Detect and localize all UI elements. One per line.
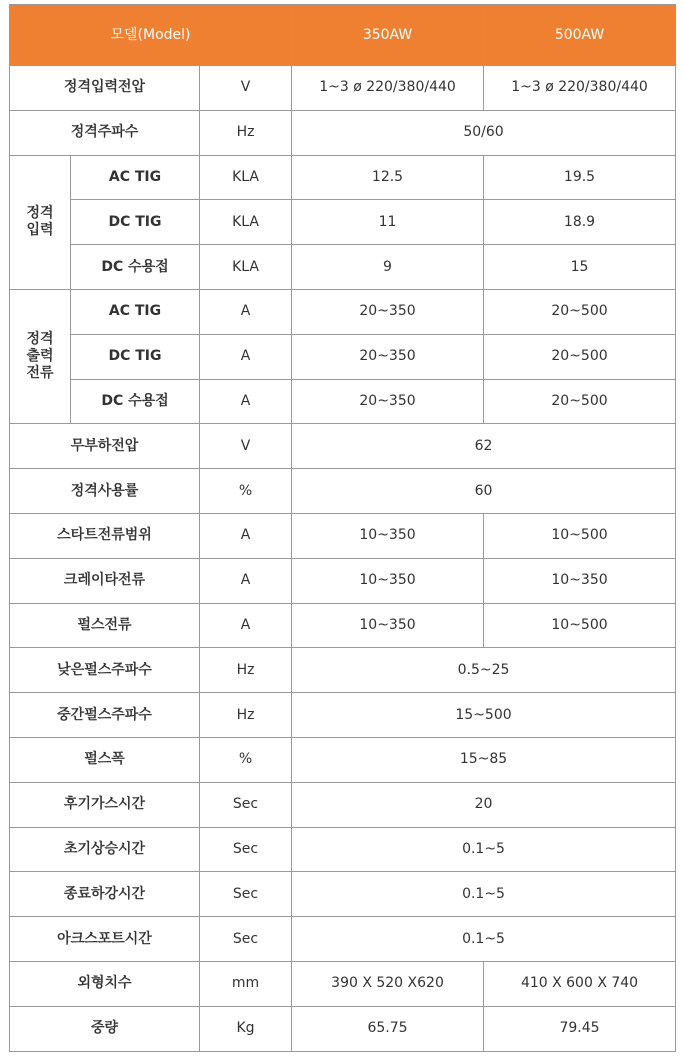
value-350aw: 20~350 [292, 334, 484, 379]
table-row [10, 648, 676, 693]
table-row [10, 110, 676, 155]
value-shared: 50/60 [292, 110, 676, 155]
value-350aw: 1~3 ø 220/380/440 [292, 66, 484, 111]
row-label: AC TIG [71, 289, 200, 334]
table-row [10, 469, 676, 514]
value-500aw: 10~500 [484, 513, 676, 558]
value-500aw: 10~500 [484, 603, 676, 648]
value-500aw: 410 X 600 X 740 [484, 961, 676, 1006]
value-500aw: 1~3 ø 220/380/440 [484, 66, 676, 111]
row-label: 정격주파수 [10, 110, 200, 155]
table-row [10, 558, 676, 603]
table-row [10, 513, 676, 558]
value-500aw: 20~500 [484, 334, 676, 379]
value-350aw: 65.75 [292, 1006, 484, 1051]
row-label: DC TIG [71, 200, 200, 245]
value-350aw: 11 [292, 200, 484, 245]
header-model-350aw: 350AW [292, 5, 484, 66]
value-350aw: 10~350 [292, 603, 484, 648]
row-label: 낮은펄스주파수 [10, 648, 200, 693]
row-label: 정격사용률 [10, 469, 200, 514]
value-350aw: 10~350 [292, 513, 484, 558]
value-350aw: 12.5 [292, 155, 484, 200]
value-shared: 20 [292, 782, 676, 827]
table-row [10, 66, 676, 111]
table-row [10, 693, 676, 738]
row-unit: A [200, 513, 292, 558]
row-label: 정격입력전압 [10, 66, 200, 111]
row-label: 크레이타전류 [10, 558, 200, 603]
value-500aw: 10~350 [484, 558, 676, 603]
group-label-rated-output: 정격 출력 전류 [10, 289, 71, 423]
row-unit: Sec [200, 872, 292, 917]
row-label: 아크스포트시간 [10, 917, 200, 962]
table-row [10, 782, 676, 827]
row-label: 후기가스시간 [10, 782, 200, 827]
row-label: DC 수용접 [71, 245, 200, 290]
row-unit: KLA [200, 245, 292, 290]
value-350aw: 9 [292, 245, 484, 290]
row-unit: KLA [200, 200, 292, 245]
row-label: 종료하강시간 [10, 872, 200, 917]
value-shared: 0.1~5 [292, 872, 676, 917]
row-label: 펄스전류 [10, 603, 200, 648]
row-label: DC TIG [71, 334, 200, 379]
row-label: 외형치수 [10, 961, 200, 1006]
value-shared: 15~500 [292, 693, 676, 738]
table-row [10, 289, 676, 334]
table-row [10, 603, 676, 648]
value-shared: 0.1~5 [292, 827, 676, 872]
value-350aw: 20~350 [292, 289, 484, 334]
value-shared: 60 [292, 469, 676, 514]
value-shared: 0.1~5 [292, 917, 676, 962]
row-unit: A [200, 379, 292, 424]
table-row [10, 155, 676, 200]
row-label: 무부하전압 [10, 424, 200, 469]
value-shared: 15~85 [292, 737, 676, 782]
value-shared: 0.5~25 [292, 648, 676, 693]
table-row [10, 872, 676, 917]
row-label: 초기상승시간 [10, 827, 200, 872]
table-row [10, 424, 676, 469]
value-shared: 62 [292, 424, 676, 469]
table-row [10, 334, 676, 379]
row-unit: % [200, 469, 292, 514]
row-unit: Hz [200, 110, 292, 155]
row-unit: % [200, 737, 292, 782]
row-unit: Sec [200, 782, 292, 827]
table-row [10, 961, 676, 1006]
row-unit: A [200, 603, 292, 648]
row-label: AC TIG [71, 155, 200, 200]
row-unit: V [200, 66, 292, 111]
value-350aw: 20~350 [292, 379, 484, 424]
row-unit: Hz [200, 693, 292, 738]
row-label: 중량 [10, 1006, 200, 1051]
header-model-label: 모델(Model) [10, 5, 292, 66]
value-500aw: 15 [484, 245, 676, 290]
row-unit: Hz [200, 648, 292, 693]
table-row [10, 379, 676, 424]
value-500aw: 20~500 [484, 379, 676, 424]
row-unit: A [200, 289, 292, 334]
table-row [10, 917, 676, 962]
value-500aw: 79.45 [484, 1006, 676, 1051]
table-row [10, 200, 676, 245]
row-label: 스타트전류범위 [10, 513, 200, 558]
table-row [10, 245, 676, 290]
table-row [10, 827, 676, 872]
value-500aw: 19.5 [484, 155, 676, 200]
row-unit: Kg [200, 1006, 292, 1051]
row-unit: Sec [200, 827, 292, 872]
header-model-500aw: 500AW [484, 5, 676, 66]
row-label: 중간펄스주파수 [10, 693, 200, 738]
row-unit: mm [200, 961, 292, 1006]
row-unit: A [200, 558, 292, 603]
row-unit: V [200, 424, 292, 469]
spec-table [9, 4, 676, 1052]
value-350aw: 390 X 520 X620 [292, 961, 484, 1006]
value-500aw: 18.9 [484, 200, 676, 245]
row-unit: KLA [200, 155, 292, 200]
table-row [10, 1006, 676, 1051]
row-label: 펄스폭 [10, 737, 200, 782]
row-label: DC 수용접 [71, 379, 200, 424]
group-label-rated-input: 정격 입력 [10, 155, 71, 289]
row-unit: Sec [200, 917, 292, 962]
header-row [10, 5, 676, 66]
table-row [10, 737, 676, 782]
row-unit: A [200, 334, 292, 379]
value-350aw: 10~350 [292, 558, 484, 603]
value-500aw: 20~500 [484, 289, 676, 334]
